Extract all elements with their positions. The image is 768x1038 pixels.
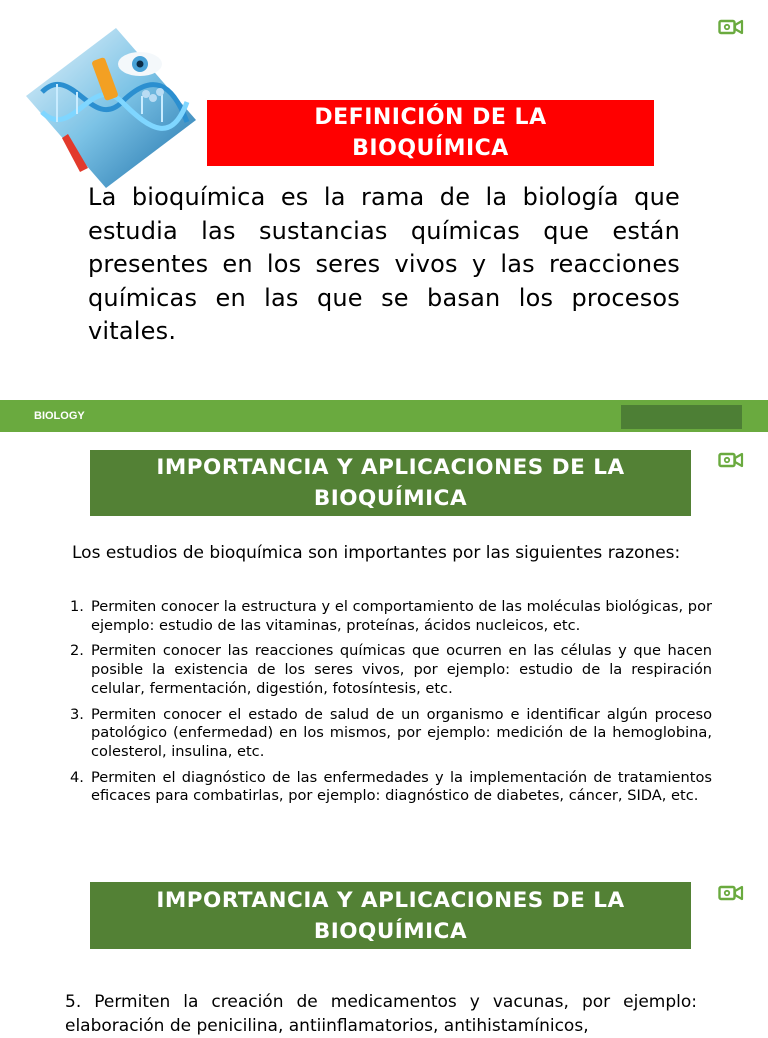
- list-item-text: Permiten conocer el estado de salud de un organismo e identificar algún proceso patológico (enfermedad) en los mismos, por ejemplo: medición de la hemoglobina, colesterol, insulina, etc.: [91, 705, 712, 760]
- list-item: [70, 642, 712, 698]
- importance-title-2-line2: BIOQUÍMICA: [313, 918, 468, 944]
- list-item-text: Permiten el diagnóstico de las enfermedades y la implementación de tratamientos eficaces para combatirlas, por ejemplo: diagnóstico de diabetes, cáncer, SIDA, etc.: [91, 768, 712, 805]
- dna-science-image: [22, 22, 200, 192]
- importance-title-2: [90, 882, 691, 949]
- video-camera-icon[interactable]: [718, 884, 744, 902]
- importance-title-line2: BIOQUÍMICA: [313, 486, 468, 511]
- band-box: [621, 405, 742, 429]
- list-item-number: 4.: [70, 768, 84, 786]
- list-item-number: 3.: [70, 705, 84, 723]
- list-item-number: 2.: [70, 642, 84, 660]
- list-item-text: Permiten conocer las reacciones químicas que ocurren en las células y que hacen posible la existencia de los seres vivos, por ejemplo: estudio de la respiración celular, fermentación, digestión, fotosíntesis, etc.: [91, 642, 712, 697]
- list-item-text: Permiten conocer la estructura y el comportamiento de las moléculas biológicas, por ejemplo: estudio de las vitaminas, proteínas, ácidos nucleicos, etc.: [91, 598, 712, 634]
- importance-intro: Los estudios de bioquímica son importantes por las siguientes razones:: [72, 543, 681, 563]
- list-item-number: 1.: [70, 598, 84, 615]
- video-camera-icon[interactable]: [718, 18, 744, 36]
- video-camera-icon[interactable]: [718, 451, 744, 469]
- definition-text: La bioquímica es la rama de la biología que estudia las sustancias químicas que están presentes en los seres vivos y las reacciones químicas en las que se basan los procesos vitales.: [88, 183, 680, 345]
- importance-title: [90, 450, 691, 516]
- definition-title: [207, 100, 654, 166]
- definition-title-line1: DEFINICIÓN DE LA: [314, 105, 547, 130]
- list-item: [70, 769, 712, 806]
- importance-title-line1: IMPORTANCIA Y APLICACIONES DE LA: [156, 455, 625, 480]
- importance-title-2-line1: IMPORTANCIA Y APLICACIONES DE LA: [156, 887, 625, 913]
- list-item: [70, 706, 712, 762]
- band-label: BIOLOGY: [34, 410, 85, 422]
- list-item: [70, 598, 712, 635]
- reasons-list: [70, 598, 712, 813]
- list-item-5: 5. Permiten la creación de medicamentos y vacunas, por ejemplo: elaboración de penicilina, antiinflamatorios, antihistamínicos,: [65, 992, 697, 1036]
- definition-title-line2: BIOQUÍMICA: [352, 136, 509, 161]
